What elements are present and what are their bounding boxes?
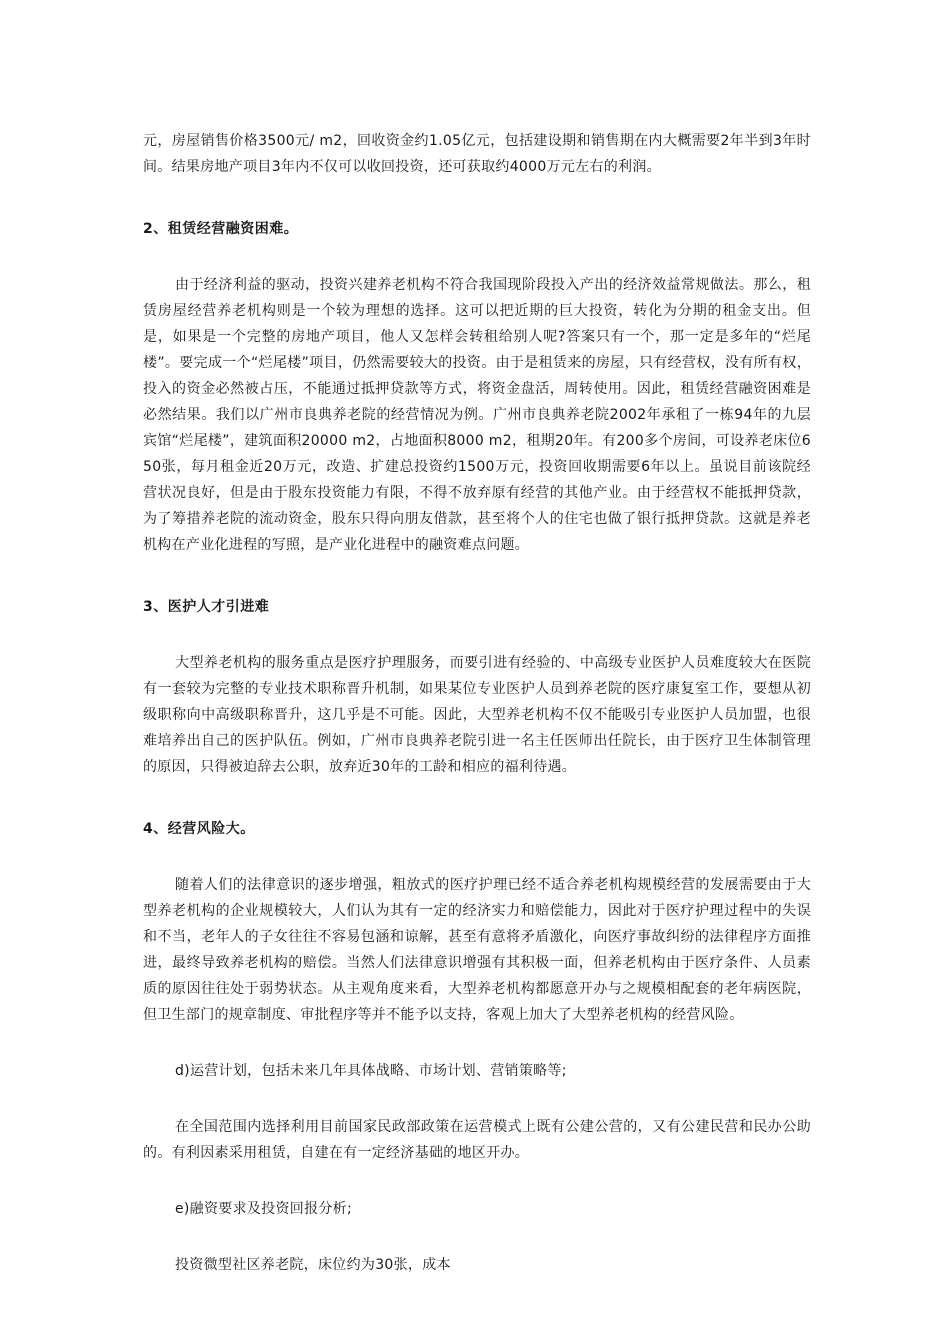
section-heading-operating-risk: 4、经营风险大。 xyxy=(143,821,255,837)
section-heading-medical-staff: 3、医护人才引进难 xyxy=(143,599,270,615)
paragraph-real-estate-summary: 元，房屋销售价格3500元/ m2，回收资金约1.05亿元，包括建设期和销售期在内大概需要2年半到3年时间。结果房地产项目3年内不仅可以收回投资，还可获取约4000万元左右的利润。 xyxy=(143,133,811,175)
paragraph-financing-requirements: e)融资要求及投资回报分析; xyxy=(175,1201,352,1217)
section-heading-leasing-financing: 2、租赁经营融资困难。 xyxy=(143,221,299,237)
paragraph-operating-risk: 随着人们的法律意识的逐步增强，粗放式的医疗护理已经不适合养老机构规模经营的发展需要由于大型养老机构的企业规模较大，人们认为其有一定的经济实力和赔偿能力，因此对于医疗护理过程中的失误和不当，老年人的子女往往不容易包涵和谅解，甚至有意将矛盾激化，向医疗事故纠纷的法律程序方面推进，最终导致养老机构的赔偿。当然人们法律意识增强有其积极一面，但养老机构由于医疗条件、人员素质的原因往往处于弱势状态。从主观角度来看，大型养老机构都愿意开办与之规模相配套的老年病医院，但卫生部门的规章制度、审批程序等并不能予以支持，客观上加大了大型养老机构的经营风险。 xyxy=(143,877,811,1023)
paragraph-operating-plan: d)运营计划，包括未来几年具体战略、市场计划、营销策略等; xyxy=(175,1063,567,1079)
paragraph-operating-model: 在全国范围内选择利用目前国家民政部政策在运营模式上既有公建公营的，又有公建民营和民办公助的。有利因素采用租赁，自建在有一定经济基础的地区开办。 xyxy=(143,1119,811,1161)
paragraph-medical-staff: 大型养老机构的服务重点是医疗护理服务，而要引进有经验的、中高级专业医护人员难度较大在医院有一套较为完整的专业技术职称晋升机制，如果某位专业医护人员到养老院的医疗康复室工作，要想从初级职称向中高级职称晋升，这几乎是不可能。因此，大型养老机构不仅不能吸引专业医护人员加盟，也很难培养出自己的医护队伍。例如，广州市良典养老院引进一名主任医师出任院长，由于医疗卫生体制管理的原因，只得被迫辞去公职，放弃近30年的工龄和相应的福利待遇。 xyxy=(143,655,811,775)
paragraph-leasing-financing: 由于经济利益的驱动，投资兴建养老机构不符合我国现阶段投入产出的经济效益常规做法。那么，租赁房屋经营养老机构则是一个较为理想的选择。这可以把近期的巨大投资，转化为分期的租金支出。但是，如果是一个完整的房地产项目，他人又怎样会转租给别人呢?答案只有一个，那一定是多年的“烂尾楼”。要完成一个“烂尾楼”项目，仍然需要较大的投资。由于是租赁来的房屋，只有经营权，没有所有权，投入的资金必然被占压，不能通过抵押贷款等方式，将资金盘活，周转使用。因此，租赁经营融资困难是必然结果。我们以广州市良典养老院的经营情况为例。广州市良典养老院2002年承租了一栋94年的九层宾馆“烂尾楼”，建筑面积20000 m2，占地面积8000 m2，租期20年。有200多个房间，可设养老床位650张，每月租金近20万元，改造、扩建总投资约1500万元，投资回收期需要6年以上。虽说目前该院经营状况良好，但是由于股东投资能力有限，不得不放弃原有经营的其他产业。由于经营权不能抵押贷款，为了筹措养老院的流动资金，股东只得向朋友借款，甚至将个人的住宅也做了银行抵押贷款。这就是养老机构在产业化进程的写照，是产业化进程中的融资难点问题。 xyxy=(143,277,811,553)
paragraph-investment-community: 投资微型社区养老院，床位约为30张，成本 xyxy=(175,1257,451,1273)
document-page xyxy=(143,128,811,1278)
